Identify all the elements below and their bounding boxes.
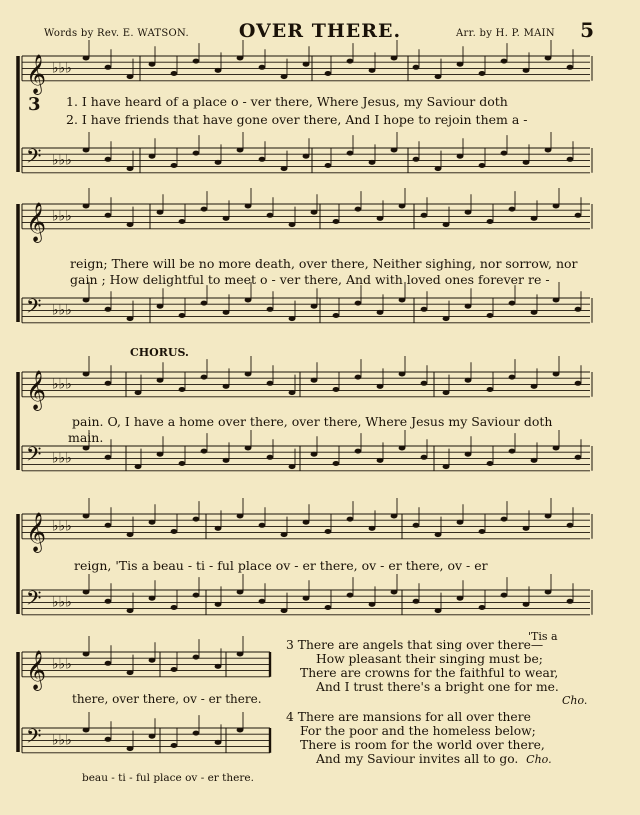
key-signature-flats: ♭♭♭ <box>52 152 72 169</box>
note-head <box>267 213 274 218</box>
note-head <box>377 458 384 463</box>
note-head <box>575 213 582 218</box>
bass-clef-icon: 𝄢 <box>26 144 42 173</box>
note-head <box>509 301 516 306</box>
note-head <box>267 307 274 312</box>
note-head <box>127 222 134 227</box>
note-head <box>245 372 252 377</box>
note-head <box>157 452 164 457</box>
bass-clef-icon: 𝄢 <box>26 724 42 753</box>
bass-clef-icon: 𝄢 <box>26 442 42 471</box>
note-head <box>567 157 574 162</box>
note-head <box>83 728 90 733</box>
note-head <box>325 71 332 76</box>
note-head <box>487 387 494 392</box>
note-head <box>311 304 318 309</box>
note-head <box>149 734 156 739</box>
note-head <box>193 517 200 522</box>
treble-clef-icon: 𝄞 <box>26 649 47 690</box>
lyric-line: 1. I have heard of a place o - ver there, Where Jesus, my Saviour doth <box>66 94 508 109</box>
note-head <box>333 461 340 466</box>
note-head <box>127 74 134 79</box>
chorus-label: CHORUS. <box>130 346 189 359</box>
note-head <box>201 207 208 212</box>
note-head <box>237 514 244 519</box>
key-signature-flats: ♭♭♭ <box>52 594 72 611</box>
key-signature-flats: ♭♭♭ <box>52 302 72 319</box>
treble-clef-icon: 𝄞 <box>26 369 47 410</box>
verse-block <box>286 638 587 707</box>
note-head <box>333 219 340 224</box>
note-head <box>487 461 494 466</box>
note-head <box>303 62 310 67</box>
note-head <box>281 532 288 537</box>
note-head <box>377 310 384 315</box>
note-head <box>171 71 178 76</box>
note-head <box>267 381 274 386</box>
note-head <box>347 517 354 522</box>
note-head <box>325 529 332 534</box>
lyric-line: gain ; How delightful to meet o - ver there, And with loved ones forever re - <box>70 272 550 287</box>
clef-symbols <box>26 54 72 753</box>
note-head <box>201 375 208 380</box>
note-head <box>501 59 508 64</box>
note-head <box>223 216 230 221</box>
lyric-line: pain. O, I have a home over there, over there, Where Jesus my Saviour doth <box>72 414 553 429</box>
note-head <box>171 163 178 168</box>
note-head <box>135 390 142 395</box>
note-head <box>487 313 494 318</box>
note-head <box>399 372 406 377</box>
note-head <box>171 743 178 748</box>
note-head <box>355 207 362 212</box>
note-head <box>127 608 134 613</box>
note-head <box>83 514 90 519</box>
note-head <box>149 62 156 67</box>
note-head <box>237 148 244 153</box>
note-head <box>355 301 362 306</box>
note-head <box>245 446 252 451</box>
note-head <box>443 222 450 227</box>
note-head <box>303 154 310 159</box>
note-head <box>171 605 178 610</box>
note-head <box>501 593 508 598</box>
verse-line: There are crowns for the faithful to wear, <box>300 666 559 680</box>
note-head <box>245 298 252 303</box>
note-head <box>105 381 112 386</box>
note-head <box>289 222 296 227</box>
note-head <box>303 596 310 601</box>
note-head <box>421 213 428 218</box>
note-head <box>179 461 186 466</box>
note-head <box>223 310 230 315</box>
note-head <box>575 455 582 460</box>
note-head <box>149 154 156 159</box>
note-head <box>399 446 406 451</box>
note-head <box>421 455 428 460</box>
note-head <box>413 599 420 604</box>
note-head <box>443 316 450 321</box>
note-head <box>267 455 274 460</box>
lyric-fragment: 'Tis a <box>528 630 558 643</box>
note-head <box>135 464 142 469</box>
note-head <box>237 590 244 595</box>
note-head <box>457 62 464 67</box>
note-head <box>333 313 340 318</box>
verse-line: 3 There are angels that sing over there— <box>286 638 544 652</box>
note-head <box>391 590 398 595</box>
note-head <box>179 313 186 318</box>
note-head <box>105 157 112 162</box>
note-head <box>443 464 450 469</box>
note-head <box>179 219 186 224</box>
note-head <box>157 210 164 215</box>
note-head <box>369 602 376 607</box>
treble-clef-icon: 𝄞 <box>26 511 47 552</box>
note-head <box>457 596 464 601</box>
note-head <box>553 298 560 303</box>
note-head <box>289 316 296 321</box>
note-head <box>457 520 464 525</box>
note-head <box>531 384 538 389</box>
note-head <box>509 207 516 212</box>
note-head <box>435 74 442 79</box>
note-head <box>83 148 90 153</box>
verse-line: And my Saviour invites all to go. Cho. <box>316 752 552 766</box>
note-head <box>83 652 90 657</box>
note-head <box>237 728 244 733</box>
note-head <box>347 151 354 156</box>
note-head <box>325 605 332 610</box>
note-head <box>479 529 486 534</box>
note-head <box>553 204 560 209</box>
note-head <box>545 590 552 595</box>
note-head <box>105 737 112 742</box>
note-head <box>171 667 178 672</box>
note-head <box>457 154 464 159</box>
note-head <box>193 731 200 736</box>
note-head <box>105 65 112 70</box>
bass-clef-icon: 𝄢 <box>26 586 42 615</box>
note-head <box>443 390 450 395</box>
note-head <box>223 384 230 389</box>
note-head <box>567 65 574 70</box>
note-head <box>391 514 398 519</box>
note-head <box>567 599 574 604</box>
note-head <box>127 670 134 675</box>
note-head <box>193 655 200 660</box>
note-head <box>259 599 266 604</box>
note-head <box>355 449 362 454</box>
note-head <box>325 163 332 168</box>
note-head <box>83 204 90 209</box>
note-head <box>105 523 112 528</box>
note-head <box>399 204 406 209</box>
note-head <box>413 523 420 528</box>
note-head <box>531 310 538 315</box>
note-head <box>465 304 472 309</box>
note-head <box>479 71 486 76</box>
note-head <box>391 148 398 153</box>
note-head <box>435 532 442 537</box>
note-head <box>237 652 244 657</box>
note-head <box>531 216 538 221</box>
note-head <box>223 458 230 463</box>
lyric-line: 2. I have friends that have gone over there, And I hope to rejoin them a - <box>66 112 528 127</box>
note-head <box>545 56 552 61</box>
note-head <box>523 602 530 607</box>
note-head <box>531 458 538 463</box>
note-head <box>553 372 560 377</box>
note-head <box>435 166 442 171</box>
note-head <box>369 68 376 73</box>
note-head <box>281 608 288 613</box>
note-head <box>245 204 252 209</box>
note-head <box>105 213 112 218</box>
note-head <box>523 526 530 531</box>
note-head <box>193 59 200 64</box>
verse-line: And I trust there's a bright one for me. <box>316 680 559 694</box>
note-head <box>259 157 266 162</box>
note-head <box>105 455 112 460</box>
note-head <box>311 452 318 457</box>
verse-line: There is room for the world over there, <box>300 738 545 752</box>
note-head <box>215 160 222 165</box>
note-head <box>193 151 200 156</box>
lyric-line: main. <box>68 430 104 445</box>
note-head <box>193 593 200 598</box>
note-head <box>83 56 90 61</box>
arranger-credit: Arr. by H. P. MAIN <box>456 28 555 39</box>
words-credit: Words by Rev. E. WATSON. <box>44 28 189 39</box>
note-head <box>127 532 134 537</box>
note-head <box>501 151 508 156</box>
note-head <box>105 661 112 666</box>
note-head <box>421 381 428 386</box>
note-head <box>171 529 178 534</box>
note-head <box>347 593 354 598</box>
lyric-line: reign, 'Tis a beau - ti - ful place ov - er there, ov - er there, ov - er <box>74 558 488 573</box>
key-signature-flats: ♭♭♭ <box>52 208 72 225</box>
note-head <box>333 387 340 392</box>
chorus-marker: Cho. <box>562 694 588 707</box>
note-head <box>149 596 156 601</box>
lyric-line: reign; There will be no more death, over there, Neither sighing, nor sorrow, nor <box>70 256 578 271</box>
verse-block <box>286 710 552 766</box>
note-head <box>413 65 420 70</box>
note-head <box>553 446 560 451</box>
note-head <box>545 148 552 153</box>
note-head <box>303 520 310 525</box>
note-head <box>545 514 552 519</box>
hymn-title: OVER THERE. <box>238 20 402 42</box>
note-head <box>83 372 90 377</box>
note-head <box>237 56 244 61</box>
note-head <box>149 658 156 663</box>
key-signature-flats: ♭♭♭ <box>52 450 72 467</box>
note-head <box>369 160 376 165</box>
note-head <box>391 56 398 61</box>
note-head <box>215 740 222 745</box>
bass-clef-icon: 𝄢 <box>26 294 42 323</box>
treble-clef-icon: 𝄞 <box>26 201 47 242</box>
note-head <box>201 301 208 306</box>
page-number: 5 <box>580 18 594 42</box>
note-head <box>215 602 222 607</box>
note-head <box>479 605 486 610</box>
note-head <box>501 517 508 522</box>
note-head <box>311 210 318 215</box>
note-head <box>281 74 288 79</box>
note-head <box>259 65 266 70</box>
note-head <box>215 526 222 531</box>
note-head <box>281 166 288 171</box>
note-head <box>413 157 420 162</box>
key-signature-flats: ♭♭♭ <box>52 518 72 535</box>
verse-line: 4 There are mansions for all over there <box>286 710 531 724</box>
note-head <box>523 160 530 165</box>
note-head <box>105 307 112 312</box>
verse-line: How pleasant their singing must be; <box>316 652 543 666</box>
note-head <box>479 163 486 168</box>
key-signature-flats: ♭♭♭ <box>52 60 72 77</box>
note-head <box>377 216 384 221</box>
note-head <box>127 316 134 321</box>
note-head <box>127 166 134 171</box>
note-head <box>509 449 516 454</box>
note-head <box>289 390 296 395</box>
note-head <box>399 298 406 303</box>
note-head <box>259 523 266 528</box>
note-head <box>157 378 164 383</box>
key-signature-flats: ♭♭♭ <box>52 376 72 393</box>
note-head <box>435 608 442 613</box>
note-head <box>201 449 208 454</box>
note-head <box>83 446 90 451</box>
note-head <box>575 381 582 386</box>
note-head <box>215 664 222 669</box>
verse-marker: 3 <box>28 94 41 115</box>
note-head <box>289 464 296 469</box>
note-head <box>347 59 354 64</box>
note-head <box>355 375 362 380</box>
note-head <box>83 298 90 303</box>
note-head <box>487 219 494 224</box>
key-signature-flats: ♭♭♭ <box>52 656 72 673</box>
note-head <box>179 387 186 392</box>
note-head <box>567 523 574 528</box>
note-head <box>105 599 112 604</box>
key-signature-flats: ♭♭♭ <box>52 732 72 749</box>
note-head <box>311 378 318 383</box>
note-head <box>127 746 134 751</box>
note-head <box>83 590 90 595</box>
note-head <box>421 307 428 312</box>
note-head <box>149 520 156 525</box>
note-head <box>465 210 472 215</box>
note-head <box>157 304 164 309</box>
note-head <box>465 378 472 383</box>
note-head <box>369 526 376 531</box>
lyric-line: beau - ti - ful place ov - er there. <box>82 772 254 784</box>
treble-clef-icon: 𝄞 <box>26 53 47 94</box>
note-head <box>509 375 516 380</box>
note-head <box>465 452 472 457</box>
note-head <box>575 307 582 312</box>
note-head <box>215 68 222 73</box>
note-head <box>377 384 384 389</box>
lyric-line: there, over there, ov - er there. <box>72 692 262 706</box>
verse-line: For the poor and the homeless below; <box>300 724 536 738</box>
note-head <box>523 68 530 73</box>
